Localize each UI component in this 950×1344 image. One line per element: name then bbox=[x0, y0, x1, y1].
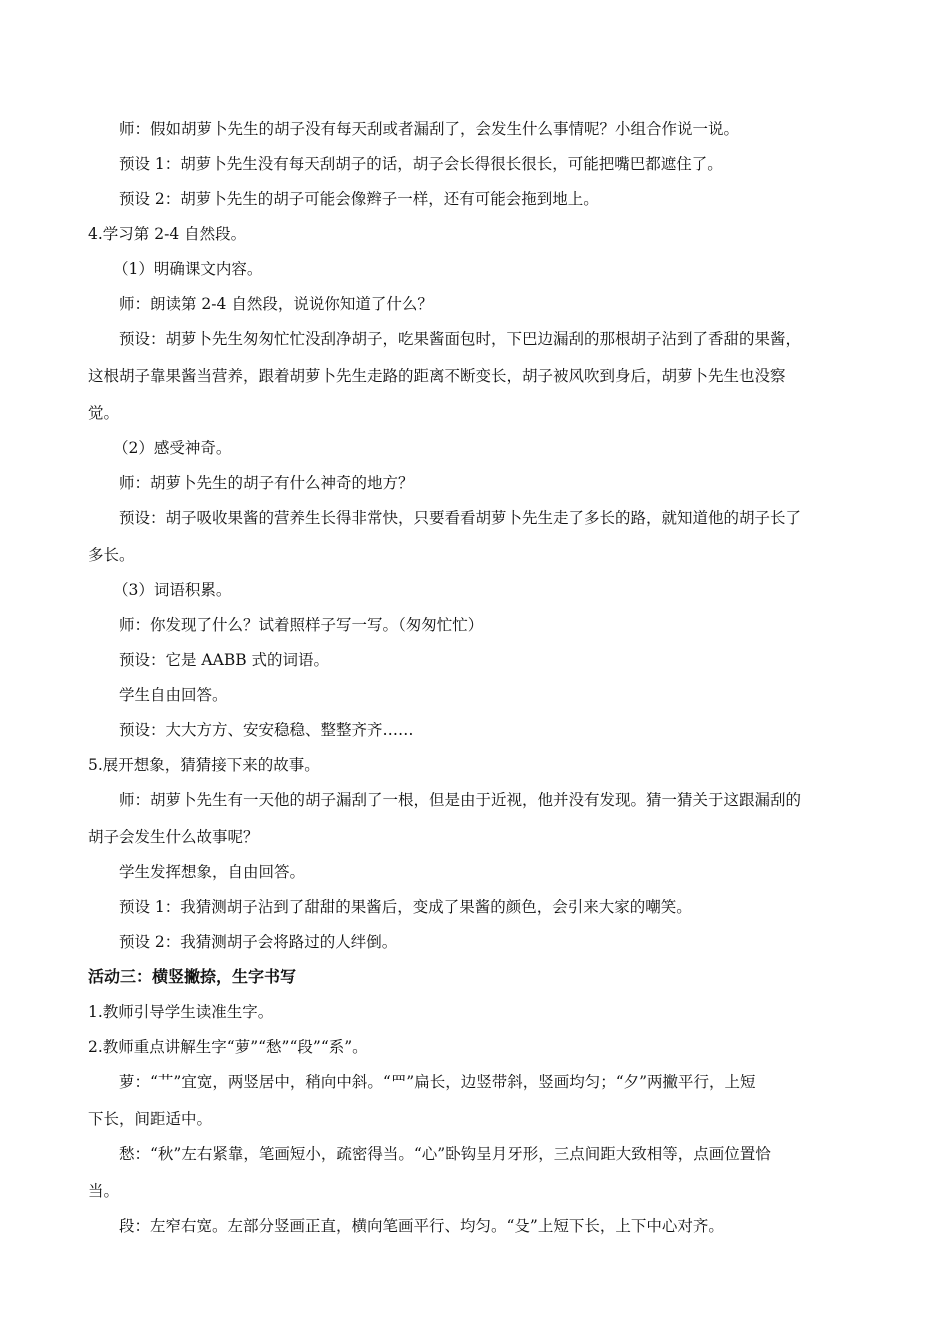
paragraph: 这根胡子靠果酱当营养，跟着胡萝卜先生走路的距离不断变长，胡子被风吹到身后，胡萝卜先生也没察 bbox=[88, 367, 786, 385]
paragraph: 师：朗读第 2-4 自然段，说说你知道了什么？ bbox=[119, 295, 433, 313]
paragraph: 1.教师引导学生读准生字。 bbox=[88, 1003, 274, 1021]
section-heading: 活动三：横竖撇捺，生字书写 bbox=[88, 967, 297, 986]
paragraph: 学生发挥想象，自由回答。 bbox=[119, 863, 306, 881]
paragraph: 当。 bbox=[88, 1182, 120, 1200]
paragraph: 预设 1：胡萝卜先生没有每天刮胡子的话，胡子会长得很长很长，可能把嘴巴都遮住了。 bbox=[119, 155, 723, 173]
paragraph: 胡子会发生什么故事呢？ bbox=[88, 828, 259, 846]
paragraph: （2）感受神奇。 bbox=[113, 439, 232, 457]
paragraph: 预设 1：我猜测胡子沾到了甜甜的果酱后，变成了果酱的颜色，会引来大家的嘲笑。 bbox=[119, 898, 692, 916]
paragraph: 师：假如胡萝卜先生的胡子没有每天刮或者漏刮了，会发生什么事情呢？小组合作说一说。 bbox=[119, 120, 740, 138]
paragraph: 愁：“秋”左右紧靠，笔画短小，疏密得当。“心”卧钩呈月牙形，三点间距大致相等，点画位置恰 bbox=[119, 1145, 771, 1163]
paragraph: 多长。 bbox=[88, 546, 135, 564]
paragraph: 预设：大大方方、安安稳稳、整整齐齐…… bbox=[119, 721, 414, 739]
paragraph: 师：胡萝卜先生有一天他的胡子漏刮了一根，但是由于近视，他并没有发现。猜一猜关于这跟漏刮的 bbox=[119, 791, 802, 809]
paragraph: （3）词语积累。 bbox=[113, 581, 232, 599]
paragraph: 5.展开想象，猜猜接下来的故事。 bbox=[88, 756, 320, 774]
paragraph: （1）明确课文内容。 bbox=[113, 260, 263, 278]
paragraph: 预设 2：胡萝卜先生的胡子可能会像辫子一样，还有可能会拖到地上。 bbox=[119, 190, 599, 208]
paragraph: 预设：它是 AABB 式的词语。 bbox=[119, 651, 330, 669]
paragraph: 萝：“艹”宜宽，两竖居中，稍向中斜。“罒”扁长，边竖带斜，竖画均匀；“夕”两撇平行，上短 bbox=[119, 1073, 756, 1091]
paragraph: 预设：胡萝卜先生匆匆忙忙没刮净胡子，吃果酱面包时，下巴边漏刮的那根胡子沾到了香甜的果酱， bbox=[119, 330, 802, 348]
paragraph: 学生自由回答。 bbox=[119, 686, 228, 704]
paragraph: 师：你发现了什么？试着照样子写一写。（匆匆忙忙） bbox=[119, 616, 484, 634]
paragraph: 4.学习第 2-4 自然段。 bbox=[88, 225, 247, 243]
paragraph: 下长，间距适中。 bbox=[88, 1110, 213, 1128]
paragraph: 预设：胡子吸收果酱的营养生长得非常快，只要看看胡萝卜先生走了多长的路，就知道他的胡子长了 bbox=[119, 509, 802, 527]
paragraph: 觉。 bbox=[88, 404, 120, 422]
paragraph: 段：左窄右宽。左部分竖画正直，横向笔画平行、均匀。“殳”上短下长，上下中心对齐。 bbox=[119, 1217, 724, 1235]
paragraph: 预设 2：我猜测胡子会将路过的人绊倒。 bbox=[119, 933, 398, 951]
paragraph: 师：胡萝卜先生的胡子有什么神奇的地方？ bbox=[119, 474, 414, 492]
paragraph: 2.教师重点讲解生字“萝”“愁”“段”“系”。 bbox=[88, 1038, 368, 1056]
